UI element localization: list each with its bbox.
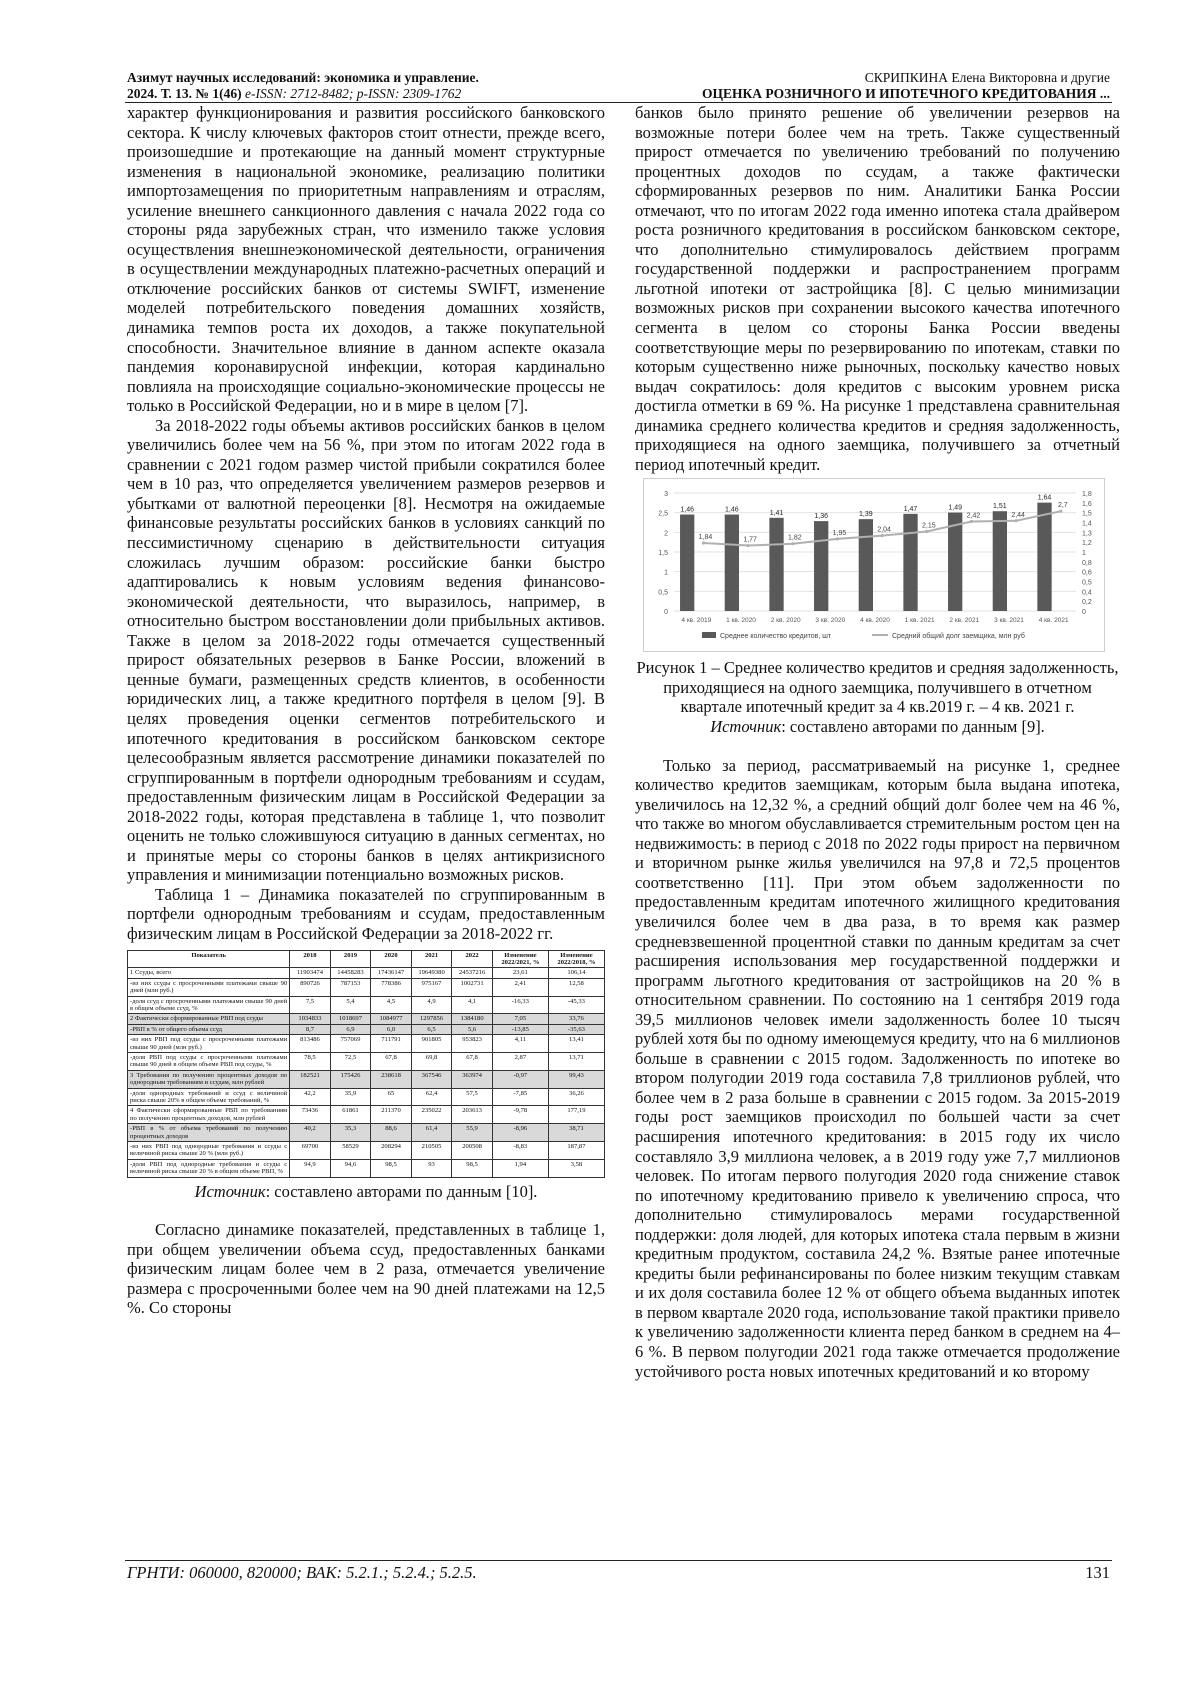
table-cell: 67,8 xyxy=(371,1052,412,1070)
right-axis-tick-label: 0,2 xyxy=(1082,599,1092,607)
table-cell: 69700 xyxy=(290,1142,331,1160)
table-cell: 98,5 xyxy=(371,1159,412,1177)
table-cell: -16,33 xyxy=(492,996,548,1014)
bar xyxy=(769,518,783,611)
table-cell: -РВП в % от общего объема ссуд xyxy=(128,1024,290,1034)
left-axis-tick-label: 0,5 xyxy=(658,589,668,597)
table-header-cell: 2018 xyxy=(290,950,331,968)
line-point xyxy=(791,542,794,545)
table-cell: 55,9 xyxy=(452,1124,493,1142)
journal-title: Азимут научных исследований: экономика и управление. xyxy=(127,70,479,85)
right-axis-tick-label: 1,8 xyxy=(1082,491,1092,499)
table-cell: 38,71 xyxy=(548,1124,604,1142)
table-cell: 6,9 xyxy=(330,1024,371,1034)
table-cell: 13,41 xyxy=(548,1035,604,1053)
table-cell: 3,58 xyxy=(548,1159,604,1177)
table-cell: 1384180 xyxy=(452,1014,493,1024)
table-cell: 211370 xyxy=(371,1106,412,1124)
table-cell: 36,26 xyxy=(548,1088,604,1106)
article-authors: СКРИПКИНА Елена Викторовна и другие xyxy=(864,70,1110,85)
table-header-cell: Изменение 2022/2018, % xyxy=(548,950,604,968)
page-number: 131 xyxy=(1085,1563,1110,1582)
table-cell: 177,19 xyxy=(548,1106,604,1124)
legend-label-bars: Среднее количество кредитов, шт xyxy=(720,633,832,641)
table-cell: -35,63 xyxy=(548,1024,604,1034)
line-data-label: 1,77 xyxy=(743,536,757,544)
table-row xyxy=(128,1070,605,1088)
table-cell: 61861 xyxy=(330,1106,371,1124)
table-cell: 2 Фактически сформированные РВП под ссуды xyxy=(128,1014,290,1024)
table-header-cell: 2019 xyxy=(330,950,371,968)
line-point xyxy=(1059,510,1062,513)
table-cell: -доля однородных требований и ссуд с величиной риска свыше 20% в общем объеме требований, % xyxy=(128,1088,290,1106)
table-caption: Таблица 1 – Динамика показателей по сгруппированным в портфели однородным требованиям и ссудам, предоставленным физическим лицам в Российской Федерации за 2018-2022 гг. xyxy=(127,884,605,943)
table-cell: 787153 xyxy=(330,978,371,996)
table-cell: 78,5 xyxy=(290,1052,331,1070)
footer-rule xyxy=(125,1560,1112,1561)
table-cell: -доля РВП под ссуды с просроченными платежами свыше 90 дней в общем объеме РВП под ссуды, % xyxy=(128,1052,290,1070)
line-point xyxy=(970,520,973,523)
table-cell: 187,87 xyxy=(548,1142,604,1160)
table-cell: -7,85 xyxy=(492,1088,548,1106)
table-cell: -8,83 xyxy=(492,1142,548,1160)
table-cell: 235022 xyxy=(411,1106,452,1124)
table-cell: 72,5 xyxy=(330,1052,371,1070)
left-axis-tick-label: 2,5 xyxy=(658,511,668,519)
x-axis-tick-label: 4 кв. 2019 xyxy=(681,617,712,625)
table-cell: 4,11 xyxy=(492,1035,548,1053)
table-cell: 4,1 xyxy=(452,996,493,1014)
figure-caption: Рисунок 1 – Среднее количество кредитов и средняя задолженность, приходящиеся на одного заемщика, получившего в отчетном квартале ипотечный кредит за 4 кв.2019 г. – 4 кв. 2021 г. xyxy=(636,658,1119,717)
line-data-label: 2,15 xyxy=(922,522,936,530)
table-row xyxy=(128,1159,605,1177)
bar xyxy=(859,520,873,612)
bar xyxy=(1037,503,1051,611)
table-cell: 99,43 xyxy=(548,1070,604,1088)
table-cell: 61,4 xyxy=(411,1124,452,1142)
line-data-label: 2,42 xyxy=(966,512,981,520)
table-cell: 4,9 xyxy=(411,996,452,1014)
right-axis-tick-label: 1,5 xyxy=(1082,511,1092,519)
table-cell: 711791 xyxy=(371,1035,412,1053)
left-axis-tick-label: 1 xyxy=(664,570,668,578)
table-cell: -доля ссуд с просроченными платежами свыше 90 дней в общем объеме ссуд, % xyxy=(128,996,290,1014)
table-cell: 4,5 xyxy=(371,996,412,1014)
right-paragraph-1: банков было принято решение об увеличении резервов на возможные потери более чем на треть. Также существенный прирост отмечается по увеличению требований по получению процентных доходов по ссудам, а также фактически сформированных резервов по ним. Аналитики Банка России отмечают, что по итогам 2022 года именно ипотека стала драйвером роста розничного кредитования в российском банковском секторе, что дополнительно стимулировалось действием программ государственной поддержки и распространением программ льготной ипотеки от застройщика [8]. С целью минимизации возможных рисков при сохранении высокого качества ипотечного сегмента в целом со стороны Банка России введены соответствующие меры по резервированию по ипотекам, ставки по которым существенно ниже рыночных, поскольку качество новых выдач сократилось: доля кредитов с высоким уровнем риска достигла отметки в 69 %. На рисунке 1 представлена сравнительная динамика среднего количества кредитов и средняя задолженность, приходящиеся на одного заемщика, получившего за отчетный период ипотечный кредит. xyxy=(635,103,1120,474)
line-point xyxy=(702,542,705,545)
table-cell: 12,58 xyxy=(548,978,604,996)
table-cell: 35,9 xyxy=(330,1088,371,1106)
table-cell: 7,5 xyxy=(290,996,331,1014)
table-row xyxy=(128,1124,605,1142)
table-cell: 23,61 xyxy=(492,968,548,978)
table-cell: 210505 xyxy=(411,1142,452,1160)
line-data-label: 2,04 xyxy=(877,526,891,534)
x-axis-tick-label: 3 кв. 2021 xyxy=(994,617,1024,625)
right-column xyxy=(635,103,1120,1381)
table-cell: 4 Фактически сформированные РВП по требованиям по получению процентных доходов, млн рублей xyxy=(128,1106,290,1124)
table-cell: 57,5 xyxy=(452,1088,493,1106)
spacer xyxy=(127,1201,605,1220)
table-cell: -из них РВП под ссуды с просроченными платежами свыше 90 дней (млн руб.) xyxy=(128,1035,290,1053)
spacer xyxy=(635,737,1120,756)
data-table xyxy=(127,950,605,1178)
table-cell: 363974 xyxy=(452,1070,493,1088)
x-axis-tick-label: 3 кв. 2020 xyxy=(815,617,846,625)
table-cell: 757069 xyxy=(330,1035,371,1053)
table-cell: 890726 xyxy=(290,978,331,996)
table-1 xyxy=(127,950,605,1178)
table-cell: 62,4 xyxy=(411,1088,452,1106)
table-cell: -45,33 xyxy=(548,996,604,1014)
table-cell: 106,14 xyxy=(548,968,604,978)
table-cell: 953823 xyxy=(452,1035,493,1053)
table-cell: -из них ссуды с просроченными платежами свыше 90 дней (млн руб.) xyxy=(128,978,290,996)
table-row xyxy=(128,1088,605,1106)
table-cell: 1297856 xyxy=(411,1014,452,1024)
right-paragraph-2: Только за период, рассматриваемый на рисунке 1, среднее количество кредитов заемщикам, которым была выдана ипотека, увеличилось на 12,32 %, а средний общий долг более чем на 46 %, что также во многом обуславливается стремительным ростом цен на недвижимость: в период с 2018 по 2022 годы прирост на первичном и вторичном рынке жилья увеличился на 97,8 и 72,5 процентов соответственно [11]. При этом объем задолженности по предоставленным кредитам ипотечного жилищного кредитования увеличился более чем в два раза, в то время как размер средневзвешенной процентной ставки по данным кредитам за счет расширения использования мер государственной поддержки и программ льготного кредитования от застройщиков на 20 % в относительном сравнении. По состоянию на 1 сентября 2019 года 39,5 миллионов человек имели задолженность более 10 тысяч рублей хотя бы по одному имеющемуся кредиту, что на 6 миллионов больше в сравнении с 2015 годом. Задолженность по ипотеке во втором полугодии 2019 года составила 7,8 триллионов рублей, что более чем в 2 раза больше в сравнении с 2015 годом. За 2015-2019 годы рост заемщиков происходил по большей части за счет расширения ипотечного кредитования: в 2015 году их число составляло 3,9 миллиона человек, а в 2019 году уже 7,7 миллионов человек. По итогам первого полугодия 2020 года снижение ставок по ипотечному кредитованию привело к увеличению спроса, что дополнительно стимулировалось мерами государственной поддержки: доля людей, для которых ипотека стала первым в жизни кредитным продуктом, составила 24,2 %. Взятые ранее ипотечные кредиты были рефинансированы по более низким текущим ставкам и их доля составила более 12 % от общего объема выданных ипотек в первом квартале 2020 года, использование такой практики привело к увеличению задолженности клиента перед банком в среднем на 4–6 %. В первом полугодии 2021 года также отмечается продолжение устойчивого роста новых ипотечных кредитований и ко второму xyxy=(635,755,1120,1381)
table-cell: 24537216 xyxy=(452,968,493,978)
table-cell: 94,9 xyxy=(290,1159,331,1177)
table-row xyxy=(128,978,605,996)
table-header-cell: 2020 xyxy=(371,950,412,968)
line-data-label: 1,95 xyxy=(832,530,847,538)
right-axis-tick-label: 0,5 xyxy=(1082,579,1092,587)
journal-header xyxy=(127,70,479,102)
bar-data-label: 1,41 xyxy=(769,510,784,518)
line-point xyxy=(925,530,928,533)
right-axis-tick-label: 1,2 xyxy=(1082,540,1092,548)
bar xyxy=(725,515,739,611)
left-axis-tick-label: 0 xyxy=(664,609,668,617)
table-cell: 2,87 xyxy=(492,1052,548,1070)
bar-data-label: 1,39 xyxy=(859,511,873,519)
table-cell: -доля РВП под однородные требования и ссуды с величиной риска свыше 20 % в общем объеме РВП, % xyxy=(128,1159,290,1177)
table-cell: 238618 xyxy=(371,1070,412,1088)
table-cell: 13,71 xyxy=(548,1052,604,1070)
table-row xyxy=(128,1035,605,1053)
right-axis-tick-label: 1 xyxy=(1082,550,1086,558)
x-axis-tick-label: 1 кв. 2021 xyxy=(904,617,935,625)
table-row xyxy=(128,996,605,1014)
table-source-label: Источник xyxy=(194,1181,266,1201)
table-cell: 67,8 xyxy=(452,1052,493,1070)
bar-data-label: 1,47 xyxy=(903,506,918,514)
table-cell: -9,78 xyxy=(492,1106,548,1124)
bar xyxy=(903,514,917,611)
right-axis-tick-label: 0,8 xyxy=(1082,560,1092,568)
bar xyxy=(814,522,828,612)
right-axis-tick-label: 0,6 xyxy=(1082,570,1092,578)
table-cell: 8,7 xyxy=(290,1024,331,1034)
table-cell: 1034833 xyxy=(290,1014,331,1024)
table-cell: 58529 xyxy=(330,1142,371,1160)
table-cell: 98,5 xyxy=(452,1159,493,1177)
table-cell: 40,2 xyxy=(290,1124,331,1142)
left-axis-tick-label: 2 xyxy=(664,530,668,538)
right-axis-tick-label: 1,6 xyxy=(1082,501,1092,509)
line-data-label: 1,84 xyxy=(698,534,713,542)
bar xyxy=(993,512,1007,612)
table-row xyxy=(128,1106,605,1124)
table-header-cell: Показатель xyxy=(128,950,290,968)
table-cell: 42,2 xyxy=(290,1088,331,1106)
table-source xyxy=(127,1182,605,1202)
legend-label-line: Средний общий долг заемщика, млн руб xyxy=(892,633,1025,641)
table-cell: 1002731 xyxy=(452,978,493,996)
table-cell: 17436147 xyxy=(371,968,412,978)
line-point xyxy=(881,534,884,537)
right-axis-tick-label: 0,4 xyxy=(1082,589,1092,597)
table-row xyxy=(128,968,605,978)
table-cell: 93 xyxy=(411,1159,452,1177)
table-cell: 11903474 xyxy=(290,968,331,978)
table-header-row xyxy=(128,950,605,968)
table-cell: 6,0 xyxy=(371,1024,412,1034)
journal-volume: 2024. Т. 13. № 1(46) xyxy=(127,86,242,101)
right-axis-tick-label: 1,4 xyxy=(1082,520,1092,528)
line-data-label: 2,44 xyxy=(1011,512,1025,520)
chart-svg xyxy=(644,479,1104,651)
bar xyxy=(948,513,962,611)
right-axis-tick-label: 0 xyxy=(1082,609,1086,617)
table-cell: 69,8 xyxy=(411,1052,452,1070)
left-axis-tick-label: 1,5 xyxy=(658,550,668,558)
table-cell: 203613 xyxy=(452,1106,493,1124)
table-row xyxy=(128,1014,605,1024)
line-data-label: 2,7 xyxy=(1057,502,1068,510)
table-cell: 14458283 xyxy=(330,968,371,978)
table-row xyxy=(128,1142,605,1160)
left-paragraph-2: За 2018-2022 годы объемы активов российских банков в целом увеличились более чем на 56 %, при этом по итогам 2022 года в сравнении с 2021 годом размер чистой прибыли сократился более чем в 10 раз, что определяется увеличением размеров резервов и убытками от валютной переоценки [8]. Несмотря на ожидаемые финансовые результаты российских банков в условиях санкций по пессимистичному сценарию в действительности ситуация сложилась лучшим образом: российские банки быстро адаптировались к новым условиям ведения финансово-экономической деятельности, что выразилось, например, в относительно быстром восстановлении доли прибыльных активов. Также в целом за 2018-2022 годы отмечается существенный прирост обязательных резервов в Банке России, вложений в ценные бумаги, размещенных средств клиентов, в особенности юридических лиц, а также кредитного портфеля в целом [9]. В целях проведения оценки сегментов потребительского и ипотечного кредитования в российском банковском секторе целесообразным является рассмотрение динамики показателей по сгруппированным в портфели однородным требованиям и ссудам, предоставленным физическим лицам в Российской Федерации за 2018-2022 годы, которая представлена в таблице 1, что позволит оценить не только сложившуюся ситуацию в данных сегментах, но и принятые меры со стороны банков в целях антикризисного управления и минимизации потенциально возможных рисков. xyxy=(127,415,605,885)
table-cell: 1 Ссуды, всего xyxy=(128,968,290,978)
table-row xyxy=(128,1052,605,1070)
figure-source xyxy=(635,717,1120,737)
left-column xyxy=(127,103,605,1318)
right-axis-tick-label: 1,3 xyxy=(1082,530,1092,538)
table-cell: 813486 xyxy=(290,1035,331,1053)
table-cell: 367546 xyxy=(411,1070,452,1088)
table-cell: 182521 xyxy=(290,1070,331,1088)
table-cell: 88,6 xyxy=(371,1124,412,1142)
table-cell: -РВП в % от объема требований по получению процентных доходов xyxy=(128,1124,290,1142)
table-cell: 65 xyxy=(371,1088,412,1106)
table-cell: -0,97 xyxy=(492,1070,548,1088)
bar-data-label: 1,46 xyxy=(680,506,694,514)
table-row xyxy=(128,1024,605,1034)
table-cell: -8,96 xyxy=(492,1124,548,1142)
bar-data-label: 1,51 xyxy=(993,503,1007,511)
table-header-cell: 2021 xyxy=(411,950,452,968)
left-paragraph-1: характер функционирования и развития российского банковского сектора. К числу ключевых факторов стоит отнести, прежде всего, произошедшие и протекающие на данный момент структурные изменения в национальной экономике, реализацию политики импортозамещения по приоритетным направлениям и отраслям, усиление внешнего санкционного давления с начала 2022 года со стороны ряда зарубежных стран, что изменило также условия осуществления внешнеэкономической деятельности, ограничения в осуществлении международных платежно-расчетных операций и отключение российских банков от системы SWIFT, изменение моделей потребительского поведения домашних хозяйств, динамика темпов роста их доходов, а также покупательной способности. Значительное влияние в данном аспекте оказала пандемия коронавирусной инфекции, которая кардинально повлияла на происходящие социально-экономические процессы не только в Российской Федерации, но и в мире в целом [7]. xyxy=(127,103,605,416)
x-axis-tick-label: 4 кв. 2021 xyxy=(1038,617,1069,625)
table-cell: 6,5 xyxy=(411,1024,452,1034)
bar-data-label: 1,64 xyxy=(1037,495,1052,503)
table-cell: 2,41 xyxy=(492,978,548,996)
article-header xyxy=(702,70,1110,102)
table-cell: 35,3 xyxy=(330,1124,371,1142)
table-cell: 175426 xyxy=(330,1070,371,1088)
table-cell: 778386 xyxy=(371,978,412,996)
table-header-cell: Изменение 2022/2021, % xyxy=(492,950,548,968)
table-cell: 3 Требования по получению процентных доходов по однородным требованиям и ссудам, млн рублей xyxy=(128,1070,290,1088)
figure-1-chart xyxy=(643,478,1105,652)
line-point xyxy=(836,538,839,541)
line-point xyxy=(747,544,750,547)
left-axis-tick-label: 3 xyxy=(664,491,668,499)
table-cell: 73436 xyxy=(290,1106,331,1124)
table-cell: -13,85 xyxy=(492,1024,548,1034)
table-cell: 1,94 xyxy=(492,1159,548,1177)
table-source-text: : составлено авторами по данным [10]. xyxy=(265,1181,538,1201)
article-running-title: ОЦЕНКА РОЗНИЧНОГО И ИПОТЕЧНОГО КРЕДИТОВАНИЯ ... xyxy=(702,86,1110,101)
figure-source-label: Источник xyxy=(710,717,782,737)
figure-source-text: : составлено авторами по данным [9]. xyxy=(781,717,1045,737)
table-cell: -из них РВП под однородные требования и ссуды с величиной риска свыше 20 % (млн руб.) xyxy=(128,1142,290,1160)
footer-codes: ГРНТИ: 060000, 820000; ВАК: 5.2.1.; 5.2.4.; 5.2.5. xyxy=(127,1563,477,1582)
table-header-cell: 2022 xyxy=(452,950,493,968)
bar-data-label: 1,36 xyxy=(814,513,828,521)
table-cell: 1084977 xyxy=(371,1014,412,1024)
bar-data-label: 1,46 xyxy=(725,506,739,514)
table-cell: 7,05 xyxy=(492,1014,548,1024)
table-cell: 901805 xyxy=(411,1035,452,1053)
table-cell: 975167 xyxy=(411,978,452,996)
table-cell: 1018697 xyxy=(330,1014,371,1024)
x-axis-tick-label: 4 кв. 2020 xyxy=(860,617,890,625)
table-cell: 200508 xyxy=(452,1142,493,1160)
line-point xyxy=(1015,520,1018,523)
x-axis-tick-label: 2 кв. 2021 xyxy=(949,617,980,625)
table-cell: 208294 xyxy=(371,1142,412,1160)
table-cell: 94,6 xyxy=(330,1159,371,1177)
x-axis-tick-label: 2 кв. 2020 xyxy=(770,617,801,625)
journal-issue xyxy=(127,86,479,102)
bar-data-label: 1,49 xyxy=(948,504,962,512)
table-cell: 5,6 xyxy=(452,1024,493,1034)
x-axis-tick-label: 1 кв. 2020 xyxy=(726,617,756,625)
bar xyxy=(680,515,694,611)
table-cell: 33,76 xyxy=(548,1014,604,1024)
table-cell: 5,4 xyxy=(330,996,371,1014)
legend-swatch-bars xyxy=(702,632,716,638)
journal-issn: e-ISSN: 2712-8482; p-ISSN: 2309-1762 xyxy=(244,86,462,101)
left-paragraph-3: Согласно динамике показателей, представленных в таблице 1, при общем увеличении объема ссуд, предоставленных банками физическим лицам более чем в 2 раза, отмечается увеличение размера с просроченными более чем на 90 дней платежами на 12,5 %. Со стороны xyxy=(127,1220,605,1318)
table-cell: 19649380 xyxy=(411,968,452,978)
line-data-label: 1,82 xyxy=(788,535,802,543)
